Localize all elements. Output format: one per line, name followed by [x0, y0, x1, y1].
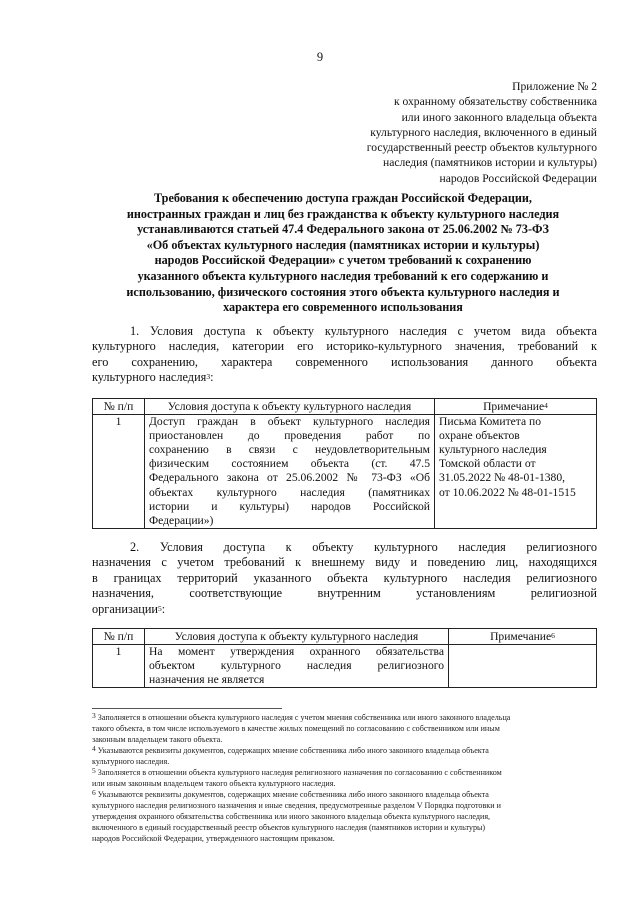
annex-line: Приложение № 2: [512, 80, 597, 93]
footnote-ref[interactable]: 6: [551, 631, 555, 640]
annex-line: к охранному обязательству собственника: [393, 95, 597, 109]
col-header-conditions: Условия доступа к объекту культурного наследия: [145, 399, 435, 415]
footnote-5: [92, 768, 604, 790]
annex-header: [307, 79, 597, 186]
section-line: 1. Условия доступа к объекту культурного наследия с учетом вида объекта: [130, 324, 597, 338]
heading-line: «Об объектах культурного наследия (памятниках истории и культуры): [146, 237, 540, 252]
footnote-marker: 4: [92, 744, 96, 753]
cell-line: объектом культурного наследия религиозного: [149, 659, 444, 673]
section-line: 2. Условия доступа к объекту культурного наследия религиозного: [130, 540, 597, 554]
section-line: культурного наследия$^3$:: [92, 370, 214, 385]
heading-line: использованию, физического состояния этого объекта культурного наследия и: [126, 284, 560, 299]
footnote-line: культурного наследия религиозного назначения и иные сведения, предусмотренные разделом V Порядка подготовки и: [92, 800, 501, 810]
footnote-line: такого объекта, в том числе используемого в качестве жилых помещений по согласованию с собственником или иным: [92, 723, 500, 733]
cell-line: приостановлен до проведения работ по: [149, 429, 430, 443]
section-2-text: [92, 540, 597, 617]
footnote-line: включенного в единый государственный реестр объектов культурного наследия (памятников истории и культуры): [92, 822, 486, 832]
footnote-marker: 5: [92, 766, 96, 775]
annex-line: наследия (памятников истории и культуры): [383, 156, 597, 170]
footnote-line: Заполняется в отношении объекта культурного наследия религиозного назначения по согласованию с собственником: [97, 768, 502, 777]
section-line: организации$^5$:: [92, 601, 166, 616]
access-conditions-table: [92, 398, 597, 529]
cell-line: Доступ граждан в объект культурного наследия: [149, 415, 430, 429]
footnote-marker: 3: [92, 711, 96, 720]
footnote-divider: [92, 708, 282, 709]
footnote-4: [92, 746, 604, 768]
footnote-line: или иным законным владельцем такого объекта культурного наследия.: [92, 778, 336, 788]
col-header-notes-label: Примечание: [483, 400, 545, 413]
row-number: 1: [93, 645, 145, 688]
footnote-ref[interactable]: 5: [158, 603, 162, 613]
heading-line: иностранных граждан и лиц без гражданства к объекту культурного наследия: [126, 206, 560, 221]
document-heading: [88, 191, 598, 316]
footnote-marker: 6: [92, 788, 96, 797]
col-header-conditions: Условия доступа к объекту культурного наследия: [145, 629, 449, 645]
footnote-line: утверждения охранного обязательства собственника или иного законного владельца объекта культурного наследия,: [92, 811, 491, 821]
row-note: [435, 415, 597, 529]
section-line: назначения с учетом требований к внешнему виду и поведению лиц, находящихся: [92, 555, 597, 570]
col-header-notes: [435, 399, 597, 415]
heading-line: указанного объекта культурного наследия требований к его содержанию и: [137, 268, 549, 283]
footnote-ref[interactable]: 4: [544, 401, 548, 410]
annex-line: культурного наследия, включенного в единый: [370, 125, 597, 139]
note-line: от 10.06.2022 № 48-01-1515: [439, 485, 576, 499]
section-line: в границах территорий указанного объекта культурного наследия религиозного: [92, 570, 597, 585]
row-number: 1: [93, 415, 145, 529]
heading-line: народов Российской Федерации» с учетом требований к сохранению: [154, 253, 532, 268]
cell-line: физическим состоянием объекта (ст. 47.5: [149, 457, 430, 471]
note-line: культурного наследия: [439, 443, 547, 457]
heading-line: устанавливаются статьей 47.4 Федерального закона от 25.06.2002 № 73-ФЗ: [137, 222, 549, 237]
footnote-6: [92, 790, 604, 845]
cell-line: Федерации»): [149, 513, 214, 527]
footnote-line: Заполняется в отношении объекта культурного наследия с учетом мнения собственника или иного законного владельца: [97, 713, 511, 722]
cell-line: сохранению в связи с неудовлетворительным: [149, 443, 430, 457]
section-line-text: организации: [92, 601, 159, 616]
section-line: культурного наследия, категории его историко-культурного значения, требований к: [92, 339, 597, 354]
annex-line: или иного законного владельца объекта: [401, 110, 597, 124]
note-line: Письма Комитета по: [439, 415, 542, 429]
col-header-number: № п/п: [93, 399, 145, 415]
section-line-text: культурного наследия: [92, 370, 207, 385]
section-line: назначения, соответствующие внутренним установлениям религиозной: [92, 586, 597, 601]
row-condition: [145, 645, 449, 688]
note-line: охране объектов: [439, 429, 520, 443]
section-1-text: [92, 324, 597, 386]
footnote-line: Указываются реквизиты документов, содержащих мнение собственника либо иного законного владельца объекта: [97, 746, 489, 755]
cell-line: истории и культуры) народов Российской: [149, 499, 430, 513]
heading-line: характера его современного использования: [223, 300, 463, 315]
footnote-line: законным владельцем такого объекта.: [92, 734, 223, 744]
note-line: 31.05.2022 № 48-01-1380,: [439, 471, 566, 485]
footnote-line: Указываются реквизиты документов, содержащих мнение собственника либо иного законного владельца объекта: [97, 790, 489, 799]
page-number: 9: [316, 50, 324, 64]
col-header-notes: [449, 629, 597, 645]
annex-line: народов Российской Федерации: [439, 171, 597, 185]
table-row: [93, 415, 597, 529]
annex-line: государственный реестр объектов культурного: [366, 141, 597, 155]
footnote-line: народов Российской Федерации, утвержденного настоящим приказом.: [92, 833, 335, 843]
row-note: [449, 645, 597, 688]
cell-line: На момент утверждения охранного обязательства: [149, 645, 444, 659]
col-header-notes-label: Примечание: [490, 630, 552, 643]
section-line: его сохранению, характера современного использования данного объекта: [92, 354, 597, 369]
cell-line: Федерального закона от 25.06.2002 № 73-ФЗ «Об: [149, 471, 430, 485]
cell-line: объектах культурного наследия (памятниках: [149, 485, 430, 499]
table-header-row: [93, 399, 597, 415]
col-header-number: № п/п: [93, 629, 145, 645]
cell-line: назначения не является: [149, 673, 265, 687]
religious-access-table: [92, 628, 597, 688]
footnote-3: [92, 713, 604, 746]
table-row: [93, 645, 597, 688]
heading-line: Требования к обеспечению доступа граждан Российской Федерации,: [154, 191, 532, 205]
footnote-ref[interactable]: 3: [206, 372, 211, 382]
footnote-line: культурного наследия.: [92, 756, 170, 766]
note-line: Томской области от: [439, 457, 536, 471]
row-condition: [145, 415, 435, 529]
table-header-row: [93, 629, 597, 645]
